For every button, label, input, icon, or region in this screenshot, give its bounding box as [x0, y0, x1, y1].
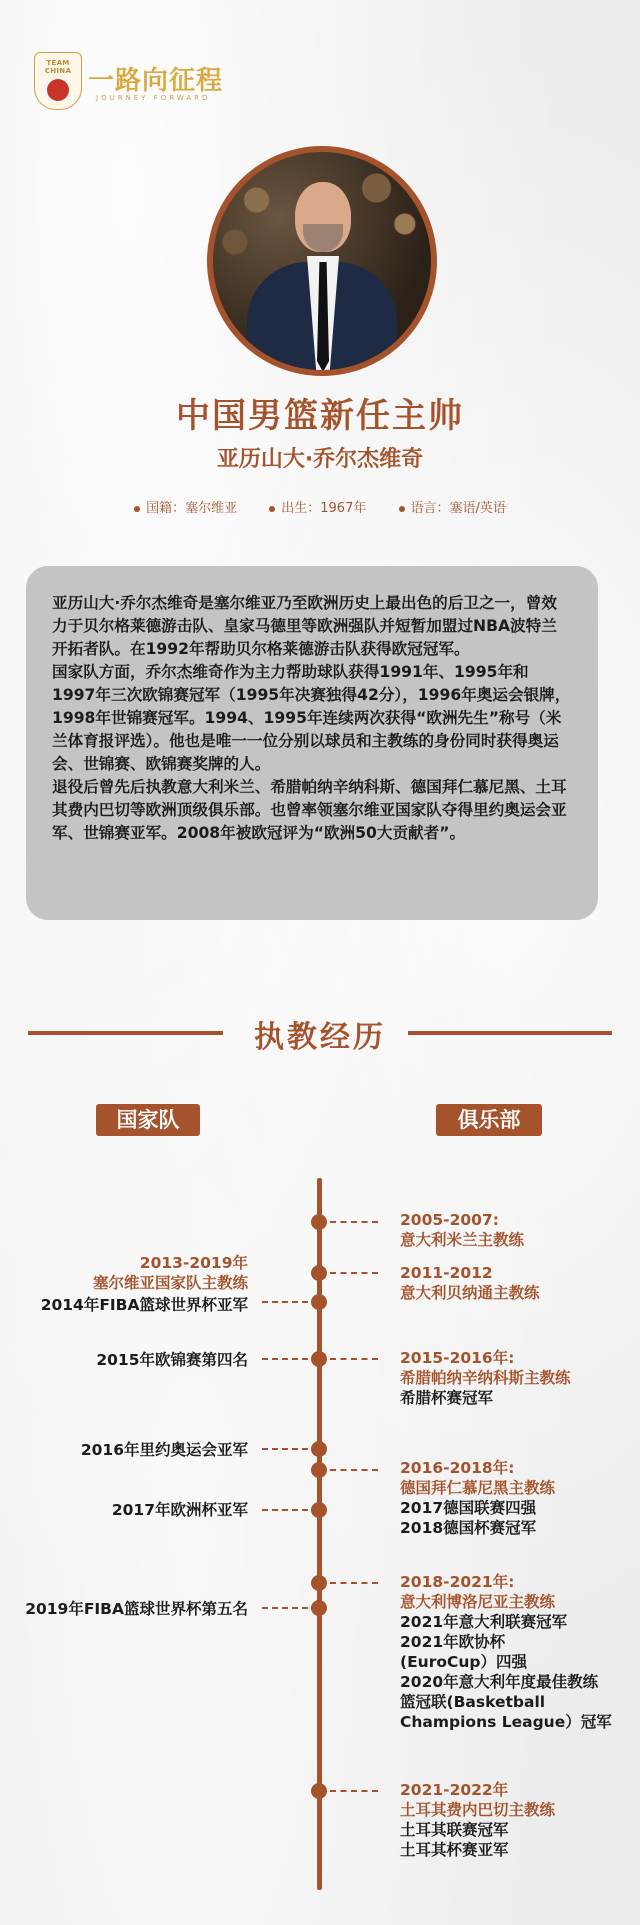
bio-paragraph: 国家队方面，乔尔杰维奇作为主力帮助球队获得1991年、1995年和1997年三次欧锦赛冠军（1995年决赛独得42分），1996年奥运会银牌，1998年世锦赛冠军。1994、1995年连续两次获得“欧洲先生”称号（米兰体育报评选）。他也是唯一一位分别以球员和主教练的身份同时获得奥运会、世锦赛、欧锦赛奖牌的人。 — [52, 663, 571, 773]
national-highlight: 2017年欧洲杯亚军 — [111, 1501, 248, 1519]
club-highlight: 希腊杯赛冠军 — [400, 1389, 494, 1407]
timeline-dot — [311, 1214, 327, 1230]
timeline-dot — [311, 1294, 327, 1310]
timeline-dot — [311, 1502, 327, 1518]
timeline-connector — [330, 1221, 378, 1223]
basketball-icon — [47, 79, 69, 101]
timeline-connector — [330, 1469, 378, 1471]
club-entry — [400, 1572, 612, 1732]
club-period: 2021-2022年 — [400, 1781, 509, 1799]
timeline-connector — [330, 1582, 378, 1584]
club-period: 2016-2018年: — [400, 1459, 515, 1477]
national-role: 塞尔维亚国家队主教练 — [92, 1274, 248, 1292]
national-highlight: 2015年欧锦赛第四名 — [96, 1351, 248, 1369]
club-entry — [400, 1780, 555, 1860]
bio-paragraph: 退役后曾先后执教意大利米兰、希腊帕纳辛纳科斯、德国拜仁慕尼黑、土耳其费内巴切等欧洲顶级俱乐部。也曾率领塞尔维亚国家队夺得里约奥运会亚军、世锦赛亚军。2008年被欧冠评为“欧洲50大贡献者”。 — [52, 778, 567, 842]
national-period: 2013-2019年 — [139, 1254, 248, 1272]
facts-row — [0, 497, 640, 516]
club-role: 土耳其费内巴切主教练 — [400, 1801, 556, 1819]
fact-language: 语言：塞语/英语 — [399, 497, 506, 516]
timeline-dot — [311, 1783, 327, 1799]
club-entry — [400, 1348, 571, 1408]
bio-card — [26, 566, 598, 920]
column-label-club: 俱乐部 — [436, 1104, 542, 1136]
club-entry — [400, 1458, 555, 1538]
fact-nationality: 国籍：塞尔维亚 — [134, 497, 237, 516]
timeline-dot — [311, 1600, 327, 1616]
timeline-connector — [330, 1272, 378, 1274]
national-highlight: 2019年FIBA篮球世界杯第五名 — [25, 1600, 248, 1618]
club-highlight: 2021年意大利联赛冠军 — [400, 1613, 568, 1631]
column-label-national: 国家队 — [96, 1104, 200, 1136]
timeline-dot — [311, 1351, 327, 1367]
timeline-dot — [311, 1265, 327, 1281]
club-highlight: 篮冠联(Basketball — [400, 1693, 546, 1711]
bullet-icon — [399, 506, 405, 512]
brand-subtitle: JOURNEY FORWARD — [96, 94, 211, 102]
club-entry — [400, 1263, 540, 1303]
timeline-connector — [262, 1607, 308, 1609]
timeline-dot — [311, 1575, 327, 1591]
club-role: 意大利博洛尼亚主教练 — [400, 1593, 556, 1611]
timeline-connector — [262, 1509, 308, 1511]
coach-portrait — [213, 152, 431, 370]
timeline-dot — [311, 1441, 327, 1457]
club-entry — [400, 1210, 524, 1250]
club-highlight: 土耳其联赛冠军 — [400, 1821, 509, 1839]
logo-text: TEAM CHINA — [44, 59, 72, 75]
national-highlight: 2014年FIBA篮球世界杯亚军 — [40, 1296, 248, 1314]
section-title: 执教经历 — [254, 1020, 386, 1055]
national-entry — [93, 1253, 248, 1293]
club-role: 希腊帕纳辛纳科斯主教练 — [400, 1369, 571, 1387]
coach-name: 亚历山大·乔尔杰维奇 — [216, 447, 424, 472]
club-highlight: (EuroCup）四强 — [400, 1653, 528, 1671]
bullet-icon — [134, 506, 140, 512]
club-period: 2005-2007: — [400, 1211, 499, 1229]
club-highlight: 2021年欧协杯 — [400, 1633, 506, 1651]
club-highlight: 2018德国杯赛冠军 — [400, 1519, 537, 1537]
club-highlight: 2020年意大利年度最佳教练 — [400, 1673, 599, 1691]
national-highlight: 2016年里约奥运会亚军 — [80, 1441, 248, 1459]
club-period: 2011-2012 — [400, 1264, 493, 1282]
club-role: 意大利贝纳通主教练 — [400, 1284, 540, 1302]
timeline-connector — [330, 1358, 378, 1360]
timeline-connector — [262, 1448, 308, 1450]
page-title: 中国男篮新任主帅 — [176, 396, 464, 436]
timeline-connector — [262, 1301, 308, 1303]
fact-birth: 出生：1967年 — [269, 497, 366, 516]
timeline-dot — [311, 1462, 327, 1478]
team-china-logo — [34, 52, 82, 110]
timeline-connector — [262, 1358, 308, 1360]
bullet-icon — [269, 506, 275, 512]
brand-title: 一路向征程 — [88, 66, 224, 96]
timeline-connector — [330, 1790, 378, 1792]
club-role: 德国拜仁慕尼黑主教练 — [400, 1479, 556, 1497]
club-role: 意大利米兰主教练 — [400, 1231, 525, 1249]
bio-paragraph: 亚历山大·乔尔杰维奇是塞尔维亚乃至欧洲历史上最出色的后卫之一，曾效力于贝尔格莱德游击队、皇家马德里等欧洲强队并短暂加盟过NBA波特兰开拓者队。在1992年帮助贝尔格莱德游击队获得欧冠冠军。 — [52, 594, 557, 658]
club-highlight: 土耳其杯赛亚军 — [400, 1841, 509, 1859]
club-highlight: Champions League）冠军 — [400, 1713, 612, 1731]
club-period: 2018-2021年: — [400, 1573, 515, 1591]
club-period: 2015-2016年: — [400, 1349, 515, 1367]
club-highlight: 2017德国联赛四强 — [400, 1499, 537, 1517]
